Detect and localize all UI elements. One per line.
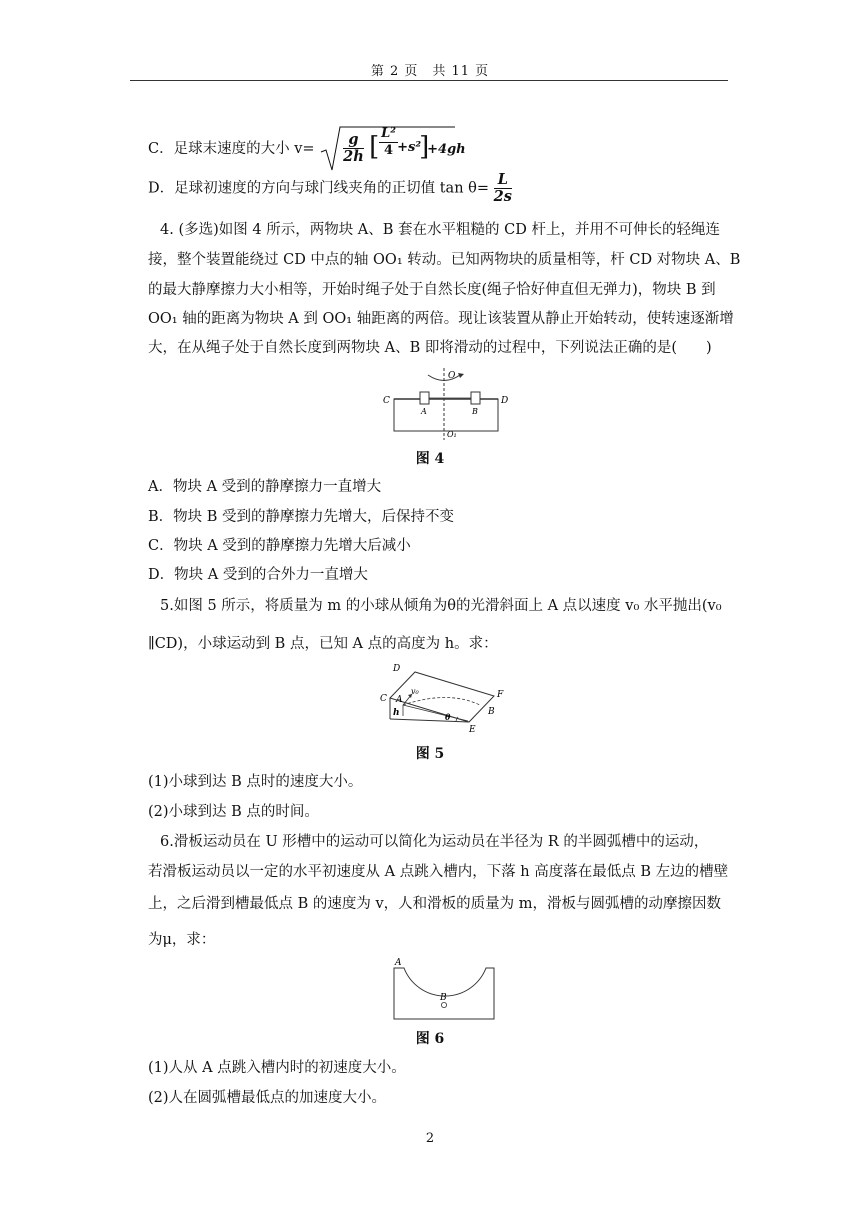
header-rule	[130, 80, 728, 81]
fig5-label-e: E	[469, 725, 476, 735]
q6-subquestion-2: (2)人在圆弧槽最低点的加速度大小。	[148, 1090, 387, 1106]
fraction-denominator: 2s	[493, 188, 512, 205]
figure-6-diagram	[388, 955, 498, 1023]
fig5-label-f: F	[497, 690, 504, 700]
q6-line: 为μ，求：	[148, 932, 216, 948]
q4-option-d: D．物块 A 受到的合外力一直增大	[148, 567, 368, 583]
q5-subquestion-1: (1)小球到达 B 点时的速度大小。	[148, 774, 363, 790]
q5-subquestion-2: (2)小球到达 B 点的时间。	[148, 804, 319, 820]
fig5-label-theta: θ	[445, 712, 451, 722]
fig5-label-v0: v₀	[411, 687, 419, 696]
q6-subquestion-1: (1)人从 A 点跳入槽内时的初速度大小。	[148, 1060, 406, 1076]
fig5-label-b: B	[488, 707, 495, 717]
option-d-formula	[148, 172, 512, 205]
q4-line: 4. (多选)如图 4 所示，两物块 A、B 套在水平粗糙的 CD 杆上，并用不可伸长的轻绳连	[160, 222, 720, 238]
page-header: 第 2 页 共 11 页	[370, 64, 490, 79]
q6-line: 6.滑板运动员在 U 形槽中的运动可以简化为运动员在半径为 R 的半圆弧槽中的运动，	[160, 834, 709, 850]
q6-line: 若滑板运动员以一定的水平初速度从 A 点跳入槽内，下落 h 高度落在最低点 B 左边的槽壁	[148, 864, 729, 880]
q4-line: 大，在从绳子处于自然长度到两物块 A、B 即将滑动的过程中，下列说法正确的是( )	[148, 340, 712, 356]
figure-4-caption: 图 4	[415, 451, 445, 467]
four-denominator: 4	[384, 143, 394, 158]
q4-line: OO₁ 轴的距离为物块 A 到 OO₁ 轴距离的两倍。现让该装置从静止开始转动，使转速逐渐增	[148, 311, 734, 327]
q4-line: 接，整个装置能绕过 CD 中点的轴 OO₁ 转动。已知两物块的质量相等，杆 CD 对物块 A、B	[148, 252, 741, 268]
page-number: 2	[425, 1131, 435, 1146]
fig4-label-o: O	[448, 371, 456, 381]
q6-line: 上，之后滑到槽最低点 B 的速度为 v，人和滑板的质量为 m，滑板与圆弧槽的动摩擦因数	[148, 896, 722, 912]
option-d-label: D．足球初速度的方向与球门线夹角的正切值 tan θ=	[148, 180, 490, 197]
fig5-label-h: h	[393, 708, 400, 718]
option-c-formula	[148, 124, 466, 174]
figure-5-caption: 图 5	[415, 746, 445, 762]
figure-4-diagram	[380, 368, 510, 440]
q5-line: ∥CD)，小球运动到 B 点，已知 A 点的高度为 h。求：	[148, 636, 498, 652]
fig4-label-a: A	[421, 407, 427, 416]
fig5-label-a: A	[396, 695, 403, 705]
fig6-label-a: A	[395, 958, 402, 968]
sqrt-expression: $\frac{g}{2h}$ [ $\frac{\text{L²}}{4}$ +s² ] +4gh	[319, 124, 455, 174]
fig5-label-c: C	[380, 694, 387, 704]
fig6-label-b: B	[440, 993, 447, 1003]
fraction-numerator: L	[494, 172, 512, 189]
fig4-label-d: D	[501, 396, 509, 406]
2h-denominator: 2h	[343, 148, 364, 165]
q4-option-b: B．物块 B 受到的静摩擦力先增大，后保持不变	[148, 509, 455, 525]
L2-numerator: L²	[381, 126, 396, 141]
figure-5-diagram	[378, 662, 514, 736]
fig4-label-c: C	[383, 396, 390, 406]
q4-line: 的最大静摩擦力大小相等，开始时绳子处于自然长度(绳子恰好伸直但无弹力)，物块 B 到	[148, 282, 716, 298]
fig4-label-o1: O₁	[447, 430, 457, 439]
g-numerator: g	[343, 132, 364, 149]
fig4-label-b: B	[472, 407, 478, 416]
fig5-label-d: D	[393, 664, 401, 674]
plus-s2: +s²	[397, 140, 422, 155]
q5-line: 5.如图 5 所示，将质量为 m 的小球从倾角为θ的光滑斜面上 A 点以速度 v₀ 水平抛出(v₀	[160, 598, 722, 614]
option-c-label: C．足球末速度的大小 v=	[148, 141, 315, 157]
plus-4gh: +4gh	[427, 142, 466, 157]
figure-6-caption: 图 6	[415, 1031, 445, 1047]
q4-option-c: C．物块 A 受到的静摩擦力先增大后减小	[148, 538, 411, 554]
q4-option-a: A．物块 A 受到的静摩擦力一直增大	[148, 479, 382, 495]
